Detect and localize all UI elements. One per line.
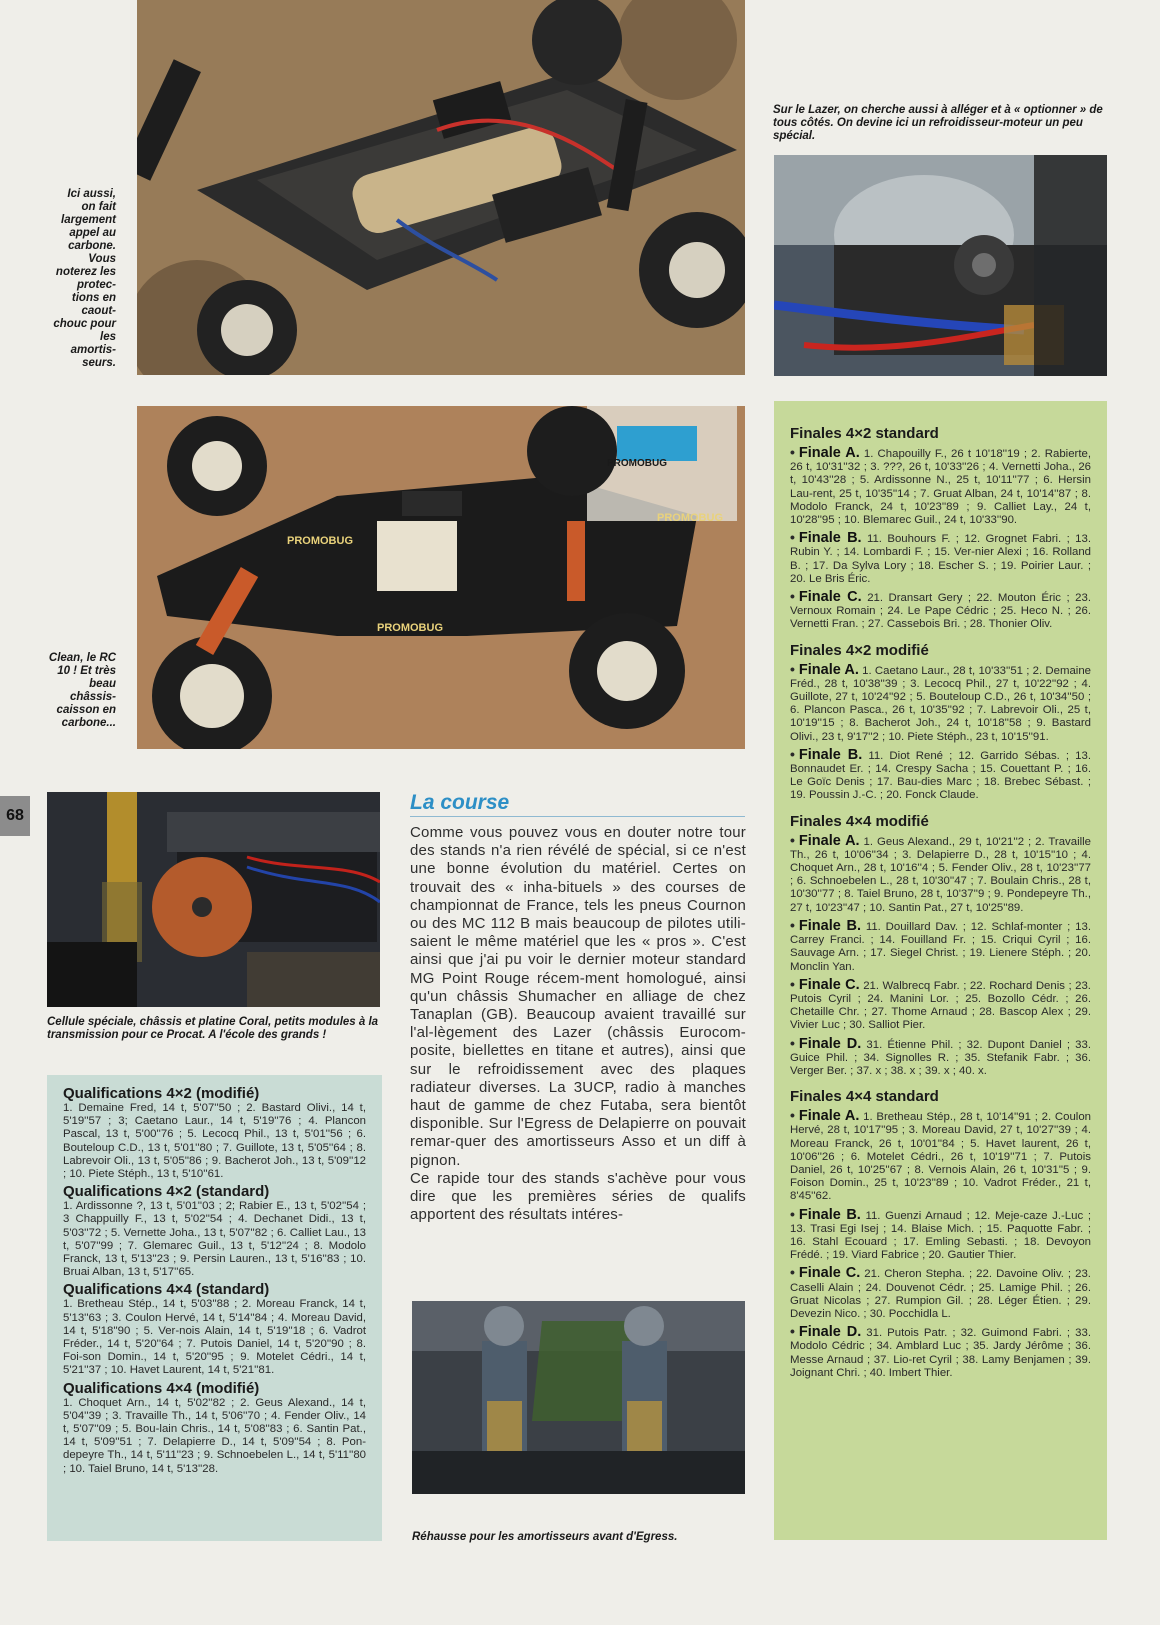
finales-title: Finales 4×2 modifié — [790, 641, 929, 659]
finale-results: 21. Dransart Gery ; 22. Mouton Éric ; 23. Vernoux Romain ; 24. Le Pape Cédric ; 25. Heco N. ; 26. Vernetti Fran. ; 27. Cassebois Bri. ; 28. Thonier Oliv. — [790, 592, 1091, 631]
finale-results: 31. Putois Patr. ; 32. Guimond Fabri. ; 33. Modolo Cédric ; 34. Amblard Luc ; 35. Jardy Jérôme ; 36. Messe Arnaud ; 37. Lio-ret Cyril ; 38. Lamy Benjamen ; 39. Joignant Chri. ; 40. Imbert Thier. — [790, 1327, 1091, 1379]
finale-entry: • Finale C. 21. Cheron Stepha. ; 22. Davoine Oliv. ; 23. Caselli Alain ; 24. Douvenot Cédr. ; 25. Lamige Phil. ; 26. Gruat Nicolas ; 27. Rumpion Gil. ; 28. Léger Étien. ; 29. Devezin Nico. ; 30. Pocchidla L. — [790, 1264, 1091, 1320]
finale-label: Finale A. — [798, 445, 860, 461]
finale-label: Finale A. — [798, 832, 860, 849]
article-paragraph-1: Comme vous pouvez vous en douter notre tour des stands n'a rien révélé de spécial, si ce n'est une bonne évolution du matériel. Certes on trouvait des « inha-bituels » des courses de championnat de France, tels les pneus Cournon ou des MC 112 B mais beaucoup de pilotes utili-saient le même matériel que les « pros ». C'est ainsi que j'ai pu voir le dernier moteur standard MG Point Rouge récem-ment homologué, ainsi qu'un châssis Shumacher en alliage de chez Tanaplan (GB). Beaucoup avaient travaillé sur l'al-lègement des Lazer (châssis Eurocom-posite, biellettes en titane et autres), ainsi que sur le refroidissement avec des plaques radiateur diverses. La 3UCP, radio à manches haut de gamme de chez Futaba, sera bientôt disponible. Sur l'Egress de Delapierre on pouvait remar-quer des amortisseurs Asso et un diff à pignon. — [410, 824, 746, 1169]
finale-results: 11. Douillard Dav. ; 12. Schlaf-monter ; 13. Carrey Franci. ; 14. Fouilland Fr. ; 15. Criqui Cyril ; 16. Sauvage Arn. ; 17. Siegel Christ. ; 19. Lienere Stéph. ; 20. Monclin Yan. — [790, 920, 1091, 973]
sticker-promobug-4: PROMOBUG — [607, 458, 667, 469]
finale-entry: • Finale D. 31. Étienne Phil. ; 32. Dupont Daniel ; 33. Guice Phil. ; 34. Signolles R. ; 35. Stefanik Fabr. ; 36. Verger Ber. ; 37. x ; 38. x ; 39. x ; 40. x. — [790, 1034, 1091, 1077]
finale-label: Finale B. — [798, 917, 861, 934]
qualif-results: 1. Bretheau Stép., 14 t, 5'03''88 ; 2. Moreau Franck, 14 t, 5'13''63 ; 3. Coulon Hervé, 14 t, 5'14''84 ; 4. Moreau David, 14 t, 5'18''90 ; 5. Ver-nois Alain, 14 t, 5'19''18 ; 6. Vadrot Fréder., 14 t, 5'20''64 ; 7. Putois Daniel, 14 t, 5'20''90 ; 8. Foi-son Domin., 14 t, 5'20''95 ; 9. Motelet Cédri., 14 t, 5'21''37 ; 10. Havet Laurent, 14 t, 5'21''81. — [63, 1298, 366, 1377]
sticker-promobug-2: PROMOBUG — [377, 622, 443, 634]
finale-entry: • Finale B. 11. Guenzi Arnaud ; 12. Meje-caze J.-Luc ; 13. Trasi Egi Isej ; 14. Blaise Mich. ; 15. Paquotte Fabr. ; 16. Stahl Ecouard ; 17. Emling Sebasti. ; 18. Devoyon Frédé. ; 19. Viard Fabrice ; 20. Gautier Thier. — [790, 1205, 1091, 1262]
article-title: La course — [410, 791, 510, 814]
finale-entry: • Finale A. 1. Chapouilly F., 26 t 10'18''19 ; 2. Rabierte, 26 t, 10'31''32 ; 3. ???, 26 t, 10'33''26 ; 4. Vernetti Joha., 26 t, 10'43''28 ; 5. Ardissonne N., 25 t, 10'11''77 ; 6. Hersin Lau-rent, 25 t, 10'35''14 ; 7. Gruat Alban, 24 t, 10'14''87 ; 8. Modolo Franck, 24 t, 10'23''89 ; 9. Calliet Lay., 24 t, 10'28''95 ; 10. Blemarec Guil., 24 t, 10'33''90. — [790, 444, 1092, 527]
page-number: 68 — [0, 796, 30, 836]
article-body — [410, 824, 746, 1224]
article-paragraph-2: Ce rapide tour des stands s'achève pour vous dire que les premières séries de qualifs apportent des résultats intéres- — [410, 1169, 746, 1224]
finale-label: Finale C. — [798, 589, 862, 606]
finales-section — [790, 642, 1091, 803]
finale-entry: • Finale A. 1. Caetano Laur., 28 t, 10'33''51 ; 2. Demaine Fréd., 28 t, 10'38''39 ; 3. Lecocq Phil., 27 t, 10'22''92 ; 4. Guillote, 27 t, 10'24''92 ; 5. Bouteloup C.D., 26 t, 10'34''50 ; 6. Plancon Pasca., 26 t, 10'35''92 ; 7. Labrevoir Oli., 25 t, 10'19''15 ; 8. Bacherot Joh., 24 t, 10'18''58 ; 9. Bastard Olivi., 23 t, 9'17''2 ; 10. Piete Stéph., 23 t, 10'15''91. — [790, 660, 1092, 743]
qualif-title: Qualifications 4×2 (modifié) — [63, 1085, 260, 1102]
finales-title: Finales 4×4 standard — [790, 1088, 939, 1106]
finale-entry: • Finale B. 11. Bouhours F. ; 12. Grognet Fabri. ; 13. Rubin Y. ; 14. Lombardi F. ; 15. Ver-nier Alexi ; 16. Rolland B. ; 17. Da Sylva Lory ; 18. Escher S. ; 19. Poirier Laur. ; 20. Le Bris Éric. — [790, 529, 1092, 585]
finale-entry: • Finale B. 11. Douillard Dav. ; 12. Schlaf-monter ; 13. Carrey Franci. ; 14. Fouilland Fr. ; 15. Criqui Cyril ; 16. Sauvage Arn. ; 17. Siegel Christ. ; 19. Lienere Stéph. ; 20. Monclin Yan. — [790, 916, 1091, 973]
caption-carbon: Ici aussi, on fait largement appel au carbone. Vous noterez les protec-tions en caout-chouc pour les amortis-seurs. — [53, 188, 116, 369]
caption-rc10: Clean, le RC 10 ! Et très beau châssis-caisson en carbone... — [48, 652, 116, 729]
qualifications-box — [47, 1075, 382, 1541]
finale-label: Finale B. — [798, 530, 862, 547]
finales-section — [790, 813, 1091, 1078]
finale-results: 31. Étienne Phil. ; 32. Dupont Daniel ; 33. Guice Phil. ; 34. Signolles R. ; 35. Stefanik Fabr. ; 36. Verger Ber. ; 37. x ; 38. x ; 39. x ; 40. x. — [790, 1038, 1091, 1077]
qualif-title: Qualifications 4×4 (modifié) — [63, 1379, 260, 1397]
qualif-section — [63, 1183, 366, 1279]
qualif-title: Qualifications 4×2 (standard) — [63, 1183, 270, 1201]
finale-results: 11. Bouhours F. ; 12. Grognet Fabri. ; 13. Rubin Y. ; 14. Lombardi F. ; 15. Ver-nier Alexi ; 16. Rolland B. ; 17. Da Sylva Lory ; 18. Escher S. ; 19. Poirier Laur. ; 20. Le Bris Éric. — [790, 533, 1092, 585]
finale-label: Finale B. — [798, 746, 863, 763]
qualif-results: 1. Choquet Arn., 14 t, 5'02''82 ; 2. Geus Alexand., 14 t, 5'04''39 ; 3. Travaille Th., 14 t, 5'06''70 ; 4. Fender Oliv., 14 t, 5'07''09 ; 5. Bou-lain Chris., 14 t, 5'08''83 ; 6. Santin Pat., 14 t, 5'09''51 ; 7. Delapierre D., 14 t, 5'09''54 ; 8. Pon-depeyre Th., 14 t, 5'11''23 ; 9. Schnoebelen L., 14 t, 5'11''80 ; 10. Taiel Bruno, 14 t, 5'13''28. — [63, 1396, 366, 1475]
caption-procat: Cellule spéciale, châssis et platine Coral, petits modules à la transmission pour ce Procat. A l'école des grands ! — [47, 1016, 379, 1041]
qualif-section — [63, 1281, 366, 1377]
caption-egress: Réhausse pour les amortisseurs avant d'Egress. — [412, 1531, 678, 1543]
finales-section — [790, 1088, 1091, 1380]
photo-rc10-buggy — [137, 406, 745, 749]
finale-label: Finale D. — [798, 1324, 862, 1341]
finale-entry: • Finale A. 1. Bretheau Stép., 28 t, 10'14''91 ; 2. Coulon Hervé, 28 t, 10'17''95 ; 3. Moreau David, 27 t, 10'27''39 ; 4. Moreau Franck, 26 t, 10'01''84 ; 5. Havet laurent, 26 t, 10'06''26 ; 6. Motelet Cédri., 26 t, 10'19''71 ; 7. Putois Daniel, 26 t, 10'25''67 ; 8. Vernois Alain, 26 t, 10'31''5 ; 9. Foison Domin., 25 t, 10'23''89 ; 10. Vadrot Fréder., 21 t, 8'45''62. — [790, 1107, 1091, 1203]
finales-title: Finales 4×2 standard — [790, 425, 939, 442]
finale-results: 1. Geus Alexand., 29 t, 10'21''2 ; 2. Travaille Th., 26 t, 10'06''34 ; 3. Delapierre D., 28 t, 10'15''10 ; 4. Choquet Arn., 28 t, 10'16''4 ; 5. Fender Oliv., 28 t, 10'23''77 ; 6. Schnoebelen L., 28 t, 10'30''47 ; 7. Boulain Chris., 28 t, 10'30''77 ; 8. Taiel Bruno, 28 t, 10'37''9 ; 9. Pondepeyre Th., 27 t, 10'23''47 ; 10. Santin Pat., 27 t, 10'25''89. — [790, 835, 1092, 914]
finale-label: Finale C. — [798, 976, 860, 993]
photo-carbon-buggy — [137, 0, 745, 375]
finale-results: 1. Caetano Laur., 28 t, 10'33''51 ; 2. Demaine Fréd., 28 t, 10'38''39 ; 3. Lecocq Phil., 27 t, 10'22''92 ; 4. Guillote, 27 t, 10'24''92 ; 5. Bouteloup C.D., 26 t, 10'34''50 ; 6. Plancon Pasca., 26 t, 10'35''92 ; 7. Labrevoir Oli., 25 t, 10'19''15 ; 8. Bacherot Joh., 24 t, 10'18''58 ; 9. Bastard Olivi., 23 t, 9'17''2 ; 10. Piete Stéph., 23 t, 10'15''91. — [790, 664, 1092, 743]
sticker-promobug-3: PROMOBUG — [657, 512, 723, 524]
article-title-rule — [410, 816, 745, 817]
finale-entry: • Finale A. 1. Geus Alexand., 29 t, 10'21''2 ; 2. Travaille Th., 26 t, 10'06''34 ; 3. Delapierre D., 28 t, 10'15''10 ; 4. Choquet Arn., 28 t, 10'16''4 ; 5. Fender Oliv., 28 t, 10'23''77 ; 6. Schnoebelen L., 28 t, 10'30''47 ; 7. Boulain Chris., 28 t, 10'30''77 ; 8. Taiel Bruno, 28 t, 10'37''9 ; 9. Pondepeyre Th., 27 t, 10'23''47 ; 10. Santin Pat., 27 t, 10'25''89. — [790, 831, 1092, 914]
finale-results: 1. Chapouilly F., 26 t 10'18''19 ; 2. Rabierte, 26 t, 10'31''32 ; 3. ???, 26 t, 10'33''26 ; 4. Vernetti Joha., 26 t, 10'43''28 ; 5. Ardissonne N., 25 t, 10'11''77 ; 6. Hersin Lau-rent, 25 t, 10'35''14 ; 7. Gruat Alban, 24 t, 10'14''87 ; 8. Modolo Franck, 24 t, 10'23''89 ; 9. Calliet Lay., 24 t, 10'28''95 ; 10. Blemarec Guil., 24 t, 10'33''90. — [790, 448, 1092, 527]
finale-label: Finale C. — [798, 1265, 861, 1282]
finale-entry: • Finale C. 21. Dransart Gery ; 22. Mouton Éric ; 23. Vernoux Romain ; 24. Le Pape Cédric ; 25. Heco N. ; 26. Vernetti Fran. ; 27. Cassebois Bri. ; 28. Thonier Oliv. — [790, 588, 1091, 631]
photo-lazer-motor — [774, 155, 1107, 376]
finale-label: Finale A. — [798, 1108, 860, 1125]
finale-results: 21. Walbrecq Fabr. ; 22. Rochard Denis ; 23. Putois Cyril ; 24. Manini Lor. ; 25. Bozollo Cédr. ; 26. Chetaille Chr. ; 27. Thome Arnaud ; 28. Bascop Alex ; 29. Vivier Luc ; 30. Salliot Pier. — [790, 979, 1091, 1032]
finale-label: Finale B. — [798, 1206, 861, 1223]
finales-title: Finales 4×4 modifié — [790, 812, 929, 830]
finale-label: Finale D. — [798, 1035, 862, 1052]
finale-results: 1. Bretheau Stép., 28 t, 10'14''91 ; 2. Coulon Hervé, 28 t, 10'17''95 ; 3. Moreau David, 27 t, 10'27''39 ; 4. Moreau Franck, 26 t, 10'01''84 ; 5. Havet laurent, 26 t, 10'06''26 ; 6. Motelet Cédri., 26 t, 10'19''71 ; 7. Putois Daniel, 26 t, 10'25''67 ; 8. Vernois Alain, 26 t, 10'31''5 ; 9. Foison Domin., 25 t, 10'23''89 ; 10. Vadrot Fréder., 21 t, 8'45''62. — [790, 1111, 1091, 1203]
qualif-title: Qualifications 4×4 (standard) — [63, 1281, 270, 1299]
finale-entry: • Finale C. 21. Walbrecq Fabr. ; 22. Rochard Denis ; 23. Putois Cyril ; 24. Manini Lor. ; 25. Bozollo Cédr. ; 26. Chetaille Chr. ; 27. Thome Arnaud ; 28. Bascop Alex ; 29. Vivier Luc ; 30. Salliot Pier. — [790, 975, 1091, 1032]
sticker-promobug-1: PROMOBUG — [287, 535, 353, 547]
qualif-results: 1. Ardissonne ?, 13 t, 5'01''03 ; 2; Rabier E., 13 t, 5'02''54 ; 3 Chappuilly F., 13 t, 5'02''54 ; 4. Dechanet Didi., 13 t, 5'03''72 ; 5. Vernette Joha., 13 t, 5'07''82 ; 6. Calliet Lau., 13 t, 5'07''99 ; 7. Glemarec Guil., 13 t, 5'12''24 ; 8. Modolo Franck, 13 t, 5'13''23 ; 9. Persin Lauren., 13 t, 5'16''83 ; 10. Bruai Alban, 13 t, 5'17''65. — [63, 1200, 366, 1279]
photo-egress-shocks — [412, 1301, 745, 1494]
finale-results: 11. Diot René ; 12. Garrido Sébas. ; 13. Bonnaudet Er. ; 14. Crespy Sacha ; 15. Couettant P. ; 16. Le Goïc Denis ; 17. Bau-dies Marc ; 18. Brebec Sébast. ; 19. Poussin J.-C. ; 20. Fonck Claude. — [790, 749, 1091, 802]
finale-results: 11. Guenzi Arnaud ; 12. Meje-caze J.-Luc ; 13. Trasi Egi Isej ; 14. Blaise Mich. ; 15. Paquotte Fabr. ; 16. Stahl Ecouard ; 17. Emling Sebasti. ; 18. Devoyon Frédé. ; 19. Viard Fabrice ; 20. Gautier Thier. — [790, 1209, 1091, 1262]
finale-results: 21. Cheron Stepha. ; 22. Davoine Oliv. ; 23. Caselli Alain ; 24. Douvenot Cédr. ; 25. Lamige Phil. ; 26. Gruat Nicolas ; 27. Rumpion Gil. ; 28. Léger Étien. ; 29. Devezin Nico. ; 30. Pocchidla L. — [790, 1268, 1091, 1320]
photo-procat — [47, 792, 380, 1007]
finale-label: Finale A. — [798, 661, 859, 678]
qualif-results: 1. Demaine Fred, 14 t, 5'07''50 ; 2. Bastard Olivi., 14 t, 5'19''57 ; 3; Caetano Laur., 14 t, 5'19''76 ; 4. Plancon Pascal, 13 t, 5'00''76 ; 5. Lecocq Phil., 13 t, 5'01''56 ; 6. Bouteloup C.D., 13 t, 5'01''80 ; 7. Guillote, 13 t, 5'05''64 ; 8. Labrevoir Oli., 13 t, 5'05''86 ; 9. Bacherot Joh., 13 t, 5'09''12 ; 10. Piete Stéph., 13 t, 5'10''61. — [63, 1102, 366, 1181]
finales-section — [790, 425, 1091, 632]
caption-lazer: Sur le Lazer, on cherche aussi à alléger et à « optionner » de tous côtés. On devine ici un refroidisseur-moteur un peu spécial. — [773, 104, 1103, 142]
finale-entry: • Finale B. 11. Diot René ; 12. Garrido Sébas. ; 13. Bonnaudet Er. ; 14. Crespy Sacha ; 15. Couettant P. ; 16. Le Goïc Denis ; 17. Bau-dies Marc ; 18. Brebec Sébast. ; 19. Poussin J.-C. ; 20. Fonck Claude. — [790, 745, 1091, 802]
qualif-section — [63, 1085, 366, 1181]
qualif-section — [63, 1380, 366, 1476]
finales-box — [774, 401, 1107, 1540]
finale-entry: • Finale D. 31. Putois Patr. ; 32. Guimond Fabri. ; 33. Modolo Cédric ; 34. Amblard Luc ; 35. Jardy Jérôme ; 36. Messe Arnaud ; 37. Lio-ret Cyril ; 38. Lamy Benjamen ; 39. Joignant Chri. ; 40. Imbert Thier. — [790, 1323, 1091, 1379]
